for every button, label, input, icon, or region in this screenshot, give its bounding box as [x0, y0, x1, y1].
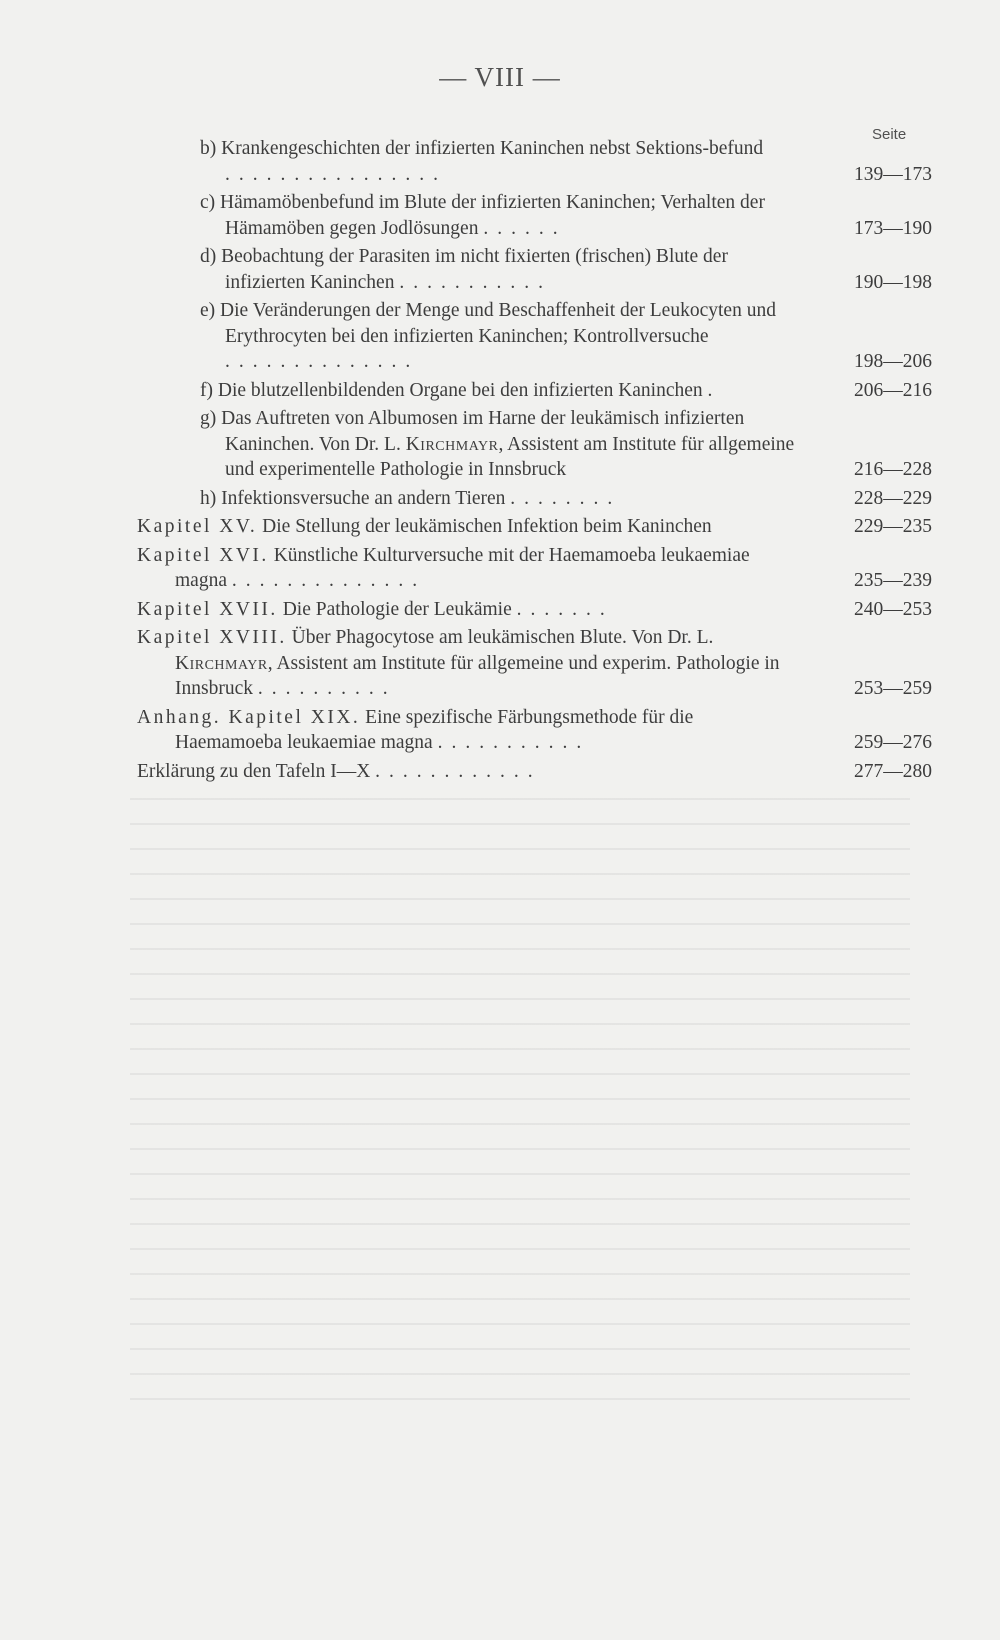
toc-entry: [0, 190, 1000, 241]
leader-dots: .: [707, 379, 722, 401]
entry-text: Die Pathologie der Leukämie: [282, 598, 512, 620]
entry-text: Infektionsversuche an andern Tieren: [221, 487, 506, 509]
entry-pages: 228—229: [854, 487, 932, 509]
toc-entry: [0, 625, 1000, 702]
entry-text: Die Veränderungen der Menge und Beschaffenheit der Leukocyten und Erythrocyten bei den infizierten Kaninchen; Kontrollversuche: [220, 300, 776, 347]
entry-pages: 173—190: [854, 217, 932, 239]
author-name: Kirchmayr: [175, 652, 268, 674]
entry-label: e): [200, 300, 216, 321]
toc-entry: [0, 543, 1000, 594]
entry-label: c): [200, 192, 216, 213]
leader-dots: ........: [510, 487, 622, 509]
entry-label: h): [200, 487, 217, 509]
entry-pages: 229—235: [854, 516, 932, 537]
chapter-label: Kapitel XVII.: [137, 598, 278, 620]
entry-pages: 253—259: [854, 678, 932, 699]
entry-text-before: Das Auftreten von Albumosen im Harne der leukämisch infizierten Kaninchen. Von Dr. L.: [221, 408, 745, 455]
toc-entry: [0, 406, 1000, 483]
entry-pages: 206—216: [854, 379, 932, 401]
entry-label: f): [200, 379, 213, 401]
bleed-through-text: [130, 780, 910, 1400]
page-number-header: — VIII —: [439, 62, 561, 92]
entry-pages: 216—228: [854, 459, 932, 480]
leader-dots: ............: [375, 760, 542, 782]
leader-dots: ..............: [225, 351, 420, 372]
entry-pages: 240—253: [854, 598, 932, 620]
chapter-label: Kapitel XV.: [137, 516, 258, 537]
entry-pages: 277—280: [854, 760, 932, 782]
toc-entry: [0, 759, 1000, 785]
leader-dots: .......: [516, 598, 614, 620]
leader-dots: ..........: [257, 678, 397, 699]
toc-entry: [0, 244, 1000, 295]
entry-text-before: Über Phagocytose am leukämischen Blute. Von Dr. L.: [291, 627, 714, 648]
toc-entry: [0, 705, 1000, 756]
leader-dots: ................: [225, 163, 447, 185]
entry-pages: 235—239: [854, 570, 932, 591]
entry-text: Erklärung zu den Tafeln I—X: [137, 760, 371, 782]
entry-text-after: , Assistent am Institute für allgemeine und experim. Pathologie in Innsbruck: [175, 652, 780, 699]
toc-entry: [0, 298, 1000, 375]
toc-entry: [0, 597, 1000, 623]
author-name: Kirchmayr: [405, 433, 499, 455]
entry-pages: 139—173: [854, 163, 932, 185]
entry-pages: 190—198: [854, 271, 932, 293]
leader-dots: ......: [483, 217, 567, 239]
entry-text-after: , Assistent am Institute für allgemeine und experimentelle Pathologie in Innsbruck: [225, 433, 795, 480]
entry-pages: 198—206: [854, 351, 932, 372]
entry-text: Hämamöbenbefund im Blute der infizierten Kaninchen; Verhalten der Hämamöben gegen Jodlösungen: [220, 192, 765, 239]
table-of-contents: [0, 136, 1000, 787]
entry-text: Die Stellung der leukämischen Infektion beim Kaninchen: [262, 516, 712, 537]
entry-label: d): [200, 246, 217, 267]
chapter-label: Kapitel XVI.: [137, 544, 269, 566]
entry-text: Künstliche Kulturversuche mit der Haemamoeba leukaemiae magna: [175, 544, 750, 591]
chapter-label: Kapitel XVIII.: [137, 627, 287, 648]
leader-dots: ..............: [231, 570, 427, 591]
entry-text: Die blutzellenbildenden Organe bei den infizierten Kaninchen: [217, 379, 703, 401]
leader-dots: ...........: [437, 732, 591, 753]
entry-label: b): [200, 138, 217, 159]
leader-dots: ...........: [399, 271, 552, 293]
chapter-label: Anhang. Kapitel XIX.: [137, 706, 361, 728]
column-label-seite: Seite: [872, 126, 907, 143]
toc-entry: [0, 378, 1000, 404]
entry-pages: 259—276: [854, 732, 932, 753]
entry-label: g): [200, 408, 217, 429]
toc-entry: [0, 136, 1000, 187]
toc-entry: [0, 514, 1000, 540]
entry-text: Krankengeschichten der infizierten Kaninchen nebst Sektions-befund: [221, 138, 764, 159]
entry-text: Eine spezifische Färbungsmethode für die Haemamoeba leukaemiae magna: [175, 706, 694, 753]
toc-entry: [0, 486, 1000, 512]
entry-text: Beobachtung der Parasiten im nicht fixierten (frischen) Blute der infizierten Kaninchen: [221, 246, 728, 293]
